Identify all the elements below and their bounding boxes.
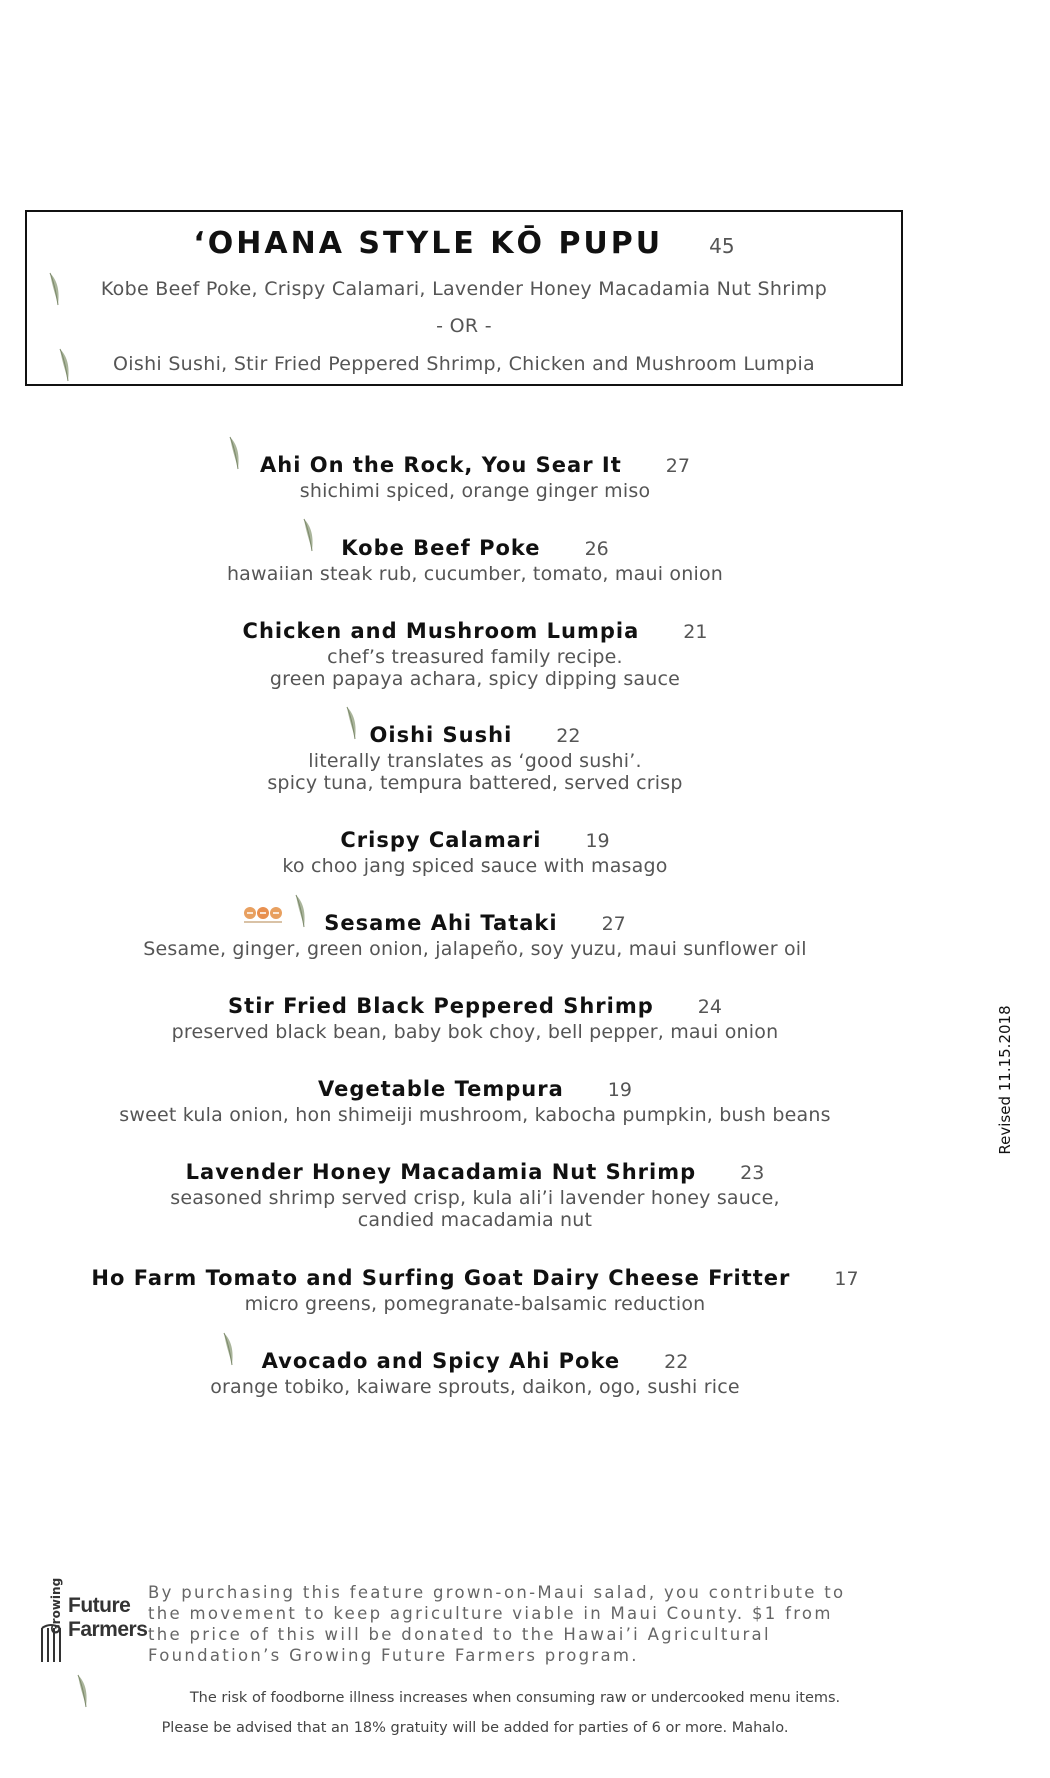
leaf-icon <box>294 894 308 928</box>
menu-item <box>0 1159 950 1231</box>
logo-growing-text: Growing <box>49 1577 63 1635</box>
item-name: Avocado and Spicy Ahi Poke <box>261 1349 621 1373</box>
feature-option-1: Kobe Beef Poke, Crispy Calamari, Lavender Honey Macadamia Nut Shrimp <box>100 278 828 300</box>
item-description: green papaya achara, spicy dipping sauce <box>269 668 681 690</box>
leaf-icon <box>228 436 242 470</box>
menu-item <box>0 722 950 794</box>
menu-item <box>0 910 950 960</box>
item-name: Vegetable Tempura <box>318 1077 564 1101</box>
menu-item <box>0 1265 950 1315</box>
item-price: 27 <box>665 455 690 477</box>
logo-farmers-text: Farmers <box>68 1618 148 1641</box>
item-name: Lavender Honey Macadamia Nut Shrimp <box>185 1160 697 1184</box>
item-description: candied macadamia nut <box>357 1209 593 1231</box>
item-name: Chicken and Mushroom Lumpia <box>242 619 640 643</box>
donation-notice: By purchasing this feature grown-on-Maui salad, you contribute to the movement to keep agriculture viable in Maui County. $1 from the price of this will be donated to the Hawai’i Agricultural Foundation’s Growing Future Farmers program. <box>148 1583 846 1665</box>
leaf-icon <box>302 518 316 552</box>
item-description: literally translates as ‘good sushi’. <box>308 750 642 772</box>
item-name: Kobe Beef Poke <box>341 536 541 560</box>
foodborne-illness-disclaimer: The risk of foodborne illness increases when consuming raw or undercooked menu items. <box>189 1690 841 1706</box>
leaf-icon <box>48 272 62 306</box>
feature-or-separator: - OR - <box>436 315 492 337</box>
item-description: Sesame, ginger, green onion, jalapeño, soy yuzu, maui sunflower oil <box>143 938 807 960</box>
item-description: hawaiian steak rub, cucumber, tomato, maui onion <box>226 563 724 585</box>
item-price: 19 <box>607 1079 632 1101</box>
item-name: Ho Farm Tomato and Surfing Goat Dairy Cheese Fritter <box>91 1266 791 1290</box>
feature-box <box>25 210 903 386</box>
feature-title-row <box>27 226 901 261</box>
item-price: 17 <box>834 1268 859 1290</box>
item-description: ko choo jang spiced sauce with masago <box>282 855 668 877</box>
item-description: spicy tuna, tempura battered, served crisp <box>267 772 683 794</box>
revised-date: Revised 11.15.2018 <box>996 1005 1014 1155</box>
logo-future-text: Future <box>68 1594 131 1617</box>
menu-item <box>0 827 950 877</box>
item-price: 27 <box>601 913 626 935</box>
item-name: Oishi Sushi <box>369 723 513 747</box>
item-name: Sesame Ahi Tataki <box>324 911 558 935</box>
leaf-icon <box>222 1332 236 1366</box>
item-description: sweet kula onion, hon shimeiji mushroom, kabocha pumpkin, bush beans <box>119 1104 831 1126</box>
feature-price: 45 <box>709 234 735 258</box>
menu-item <box>0 618 950 690</box>
item-description: shichimi spiced, orange ginger miso <box>299 480 651 502</box>
menu-item <box>0 535 950 585</box>
ocean-wise-icon <box>241 902 291 926</box>
item-price: 22 <box>556 725 581 747</box>
item-description: orange tobiko, kaiware sprouts, daikon, ogo, sushi rice <box>210 1376 740 1398</box>
feature-title: ‘OHANA STYLE KŌ PUPU <box>193 226 664 261</box>
item-price: 19 <box>585 830 610 852</box>
item-price: 26 <box>584 538 609 560</box>
item-description: seasoned shrimp served crisp, kula ali’i lavender honey sauce, <box>170 1187 780 1209</box>
feature-option-2: Oishi Sushi, Stir Fried Peppered Shrimp, Chicken and Mushroom Lumpia <box>113 353 815 375</box>
item-price: 22 <box>664 1351 689 1373</box>
menu-item <box>0 1076 950 1126</box>
leaf-icon <box>58 348 72 382</box>
leaf-icon <box>345 706 359 740</box>
menu-item <box>0 1348 950 1398</box>
item-name: Stir Fried Black Peppered Shrimp <box>228 994 654 1018</box>
menu-item <box>0 993 950 1043</box>
gratuity-notice: Please be advised that an 18% gratuity will be added for parties of 6 or more. Mahalo. <box>161 1720 789 1736</box>
menu-item <box>0 452 950 502</box>
item-name: Ahi On the Rock, You Sear It <box>260 453 622 477</box>
item-name: Crispy Calamari <box>340 828 542 852</box>
item-price: 23 <box>740 1162 765 1184</box>
item-description: chef’s treasured family recipe. <box>327 646 623 668</box>
item-price: 24 <box>697 996 722 1018</box>
item-description: preserved black bean, baby bok choy, bell pepper, maui onion <box>171 1021 779 1043</box>
item-price: 21 <box>683 621 708 643</box>
item-description: micro greens, pomegranate-balsamic reduction <box>244 1293 706 1315</box>
